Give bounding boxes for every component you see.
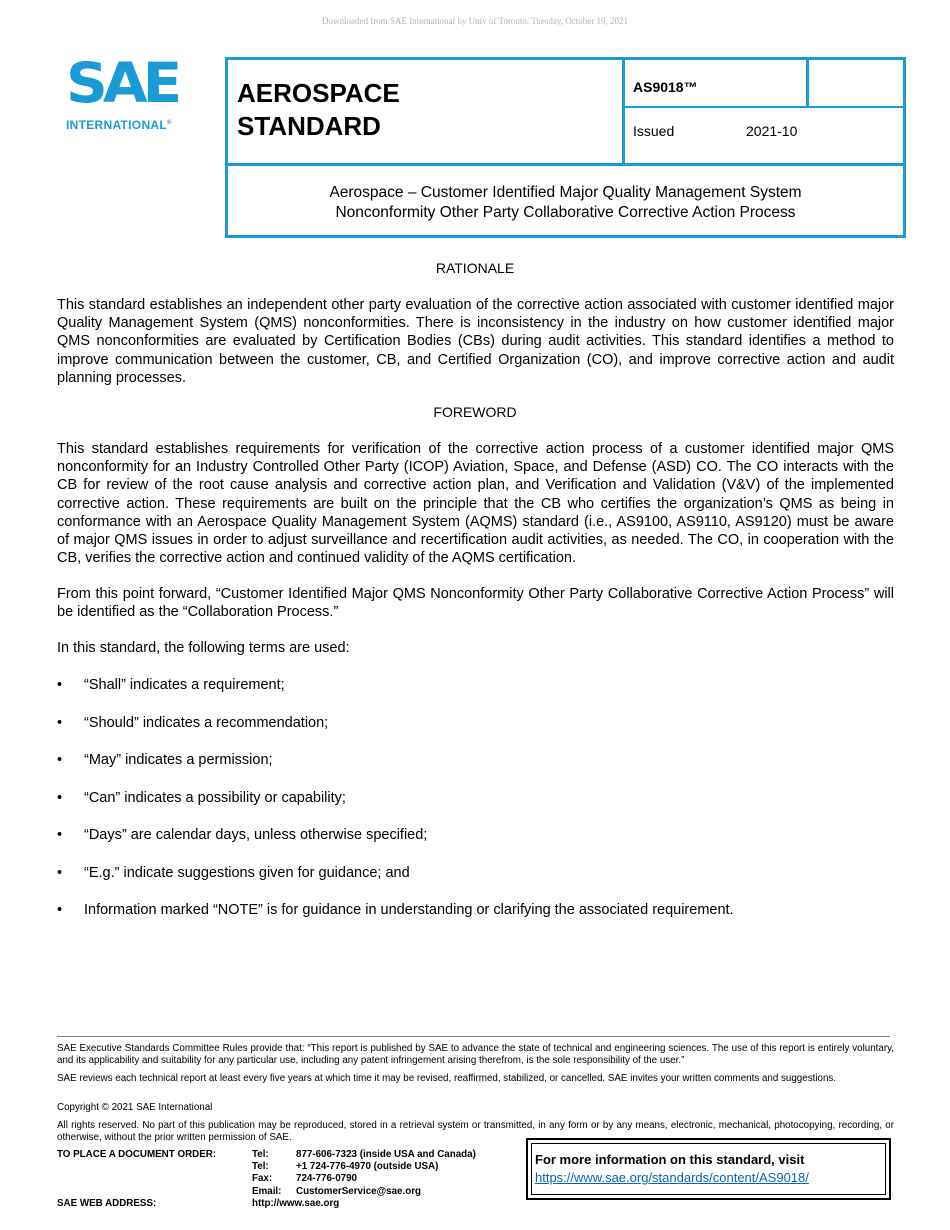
document-number: AS9018™ [633, 79, 698, 95]
document-type-title [237, 77, 400, 143]
document-title [228, 183, 903, 223]
tel-label: Tel: [252, 1161, 269, 1172]
bullet-icon: • [57, 790, 63, 806]
email-label: Email: [252, 1186, 282, 1197]
list-item-text: “Can” indicates a possibility or capability; [84, 790, 346, 806]
bullet-icon: • [57, 752, 63, 768]
foreword-paragraph-1: This standard establishes requirements for verification of the corrective action process of a customer identified major QMS nonconformity for an Industry Controlled Other Party (ICOP) Aviation, Space, and Defense (ASD) CO. The CO interacts with the CB for review of the root cause analysis and corrective action plan, and Verification and Validation (V&V) of the implemented corrective action. These requirements are built on the principle that the CB who certifies the organization’s QMS as being in conformance with an Aerospace Quality Management System (AQMS) standard (i.e., AS9100, AS9110, AS9120) must be aware of major QMS issues in order to adjust surveillance and recertification audit activities, as needed. The CO, in cooperation with the CB, verifies the corrective action and continued validity of the AQMS certification. [57, 441, 894, 567]
rationale-paragraph: This standard establishes an independent other party evaluation of the corrective action associated with customer identified major Quality Management System (QMS) nonconformities. There is inconsistency in the industry on how customer identified major QMS nonconformities are evaluated by Certification Bodies (CBs) during audit activities. This standard identifies a method to improve communication between the customer, CB, and Certified Organization (CO), and improve corrective action and audit planning processes. [57, 297, 894, 386]
rationale-heading: RATIONALE [435, 260, 515, 276]
web-address-label: SAE WEB ADDRESS: [57, 1198, 157, 1209]
sae-logo [58, 50, 198, 134]
email-address: CustomerService@sae.org [296, 1186, 421, 1197]
issued-date: 2021-10 [746, 123, 798, 139]
review-note: SAE reviews each technical report at least every five years at which time it may be revised, reaffirmed, stabilized, or cancelled. SAE invites your written comments and suggestions. [57, 1073, 837, 1084]
tel-outside-usa: +1 724-776-4970 (outside USA) [296, 1161, 439, 1172]
fax-label: Fax: [252, 1173, 273, 1184]
order-label: TO PLACE A DOCUMENT ORDER: [57, 1149, 217, 1160]
list-item-text: “Days” are calendar days, unless otherwise specified; [84, 827, 428, 843]
fax-number: 724-776-0790 [296, 1173, 358, 1184]
bullet-icon: • [57, 865, 63, 881]
logo-registered: ® [167, 120, 172, 126]
tel-label: Tel: [252, 1149, 269, 1160]
logo-mark: SAE [66, 50, 178, 116]
header-divider [622, 57, 625, 166]
logo-subtitle-text: INTERNATIONAL [66, 118, 168, 132]
more-info-box-inner [531, 1143, 886, 1195]
header-divider [622, 106, 906, 108]
more-info-box [526, 1138, 891, 1200]
document-title-line-2: Nonconformity Other Party Collaborative Corrective Action Process [335, 204, 796, 221]
issued-label: Issued [633, 123, 675, 139]
copyright: Copyright © 2021 SAE International [57, 1102, 213, 1113]
foreword-paragraph-2: From this point forward, “Customer Identified Major QMS Nonconformity Other Party Collaborative Corrective Action Process” will be identified as the “Collaboration Process.” [57, 586, 894, 621]
download-notice: Downloaded from SAE International by Univ of Toronto, Tuesday, October 19, 2021 [321, 16, 629, 26]
list-item-text: Information marked “NOTE” is for guidance in understanding or clarifying the associated requirement. [84, 902, 734, 918]
standard-link[interactable]: https://www.sae.org/standards/content/AS9018/ [535, 1170, 809, 1185]
logo-subtitle [66, 118, 172, 132]
title-line-1: AEROSPACE [237, 78, 400, 108]
bullet-icon: • [57, 827, 63, 843]
header-divider [806, 57, 809, 108]
list-item-text: “May” indicates a permission; [84, 752, 273, 768]
title-line-2: STANDARD [237, 111, 381, 141]
more-info-title: For more information on this standard, visit [535, 1152, 805, 1167]
foreword-paragraph-3: In this standard, the following terms are used: [57, 640, 350, 656]
bullet-icon: • [57, 715, 63, 731]
list-item-text: “E.g.” indicate suggestions given for guidance; and [84, 865, 410, 881]
header-divider [225, 163, 906, 166]
web-address: http://www.sae.org [252, 1198, 340, 1209]
footer-divider [57, 1036, 890, 1037]
bullet-icon: • [57, 677, 63, 693]
document-title-line-1: Aerospace – Customer Identified Major Quality Management System [329, 184, 802, 201]
list-item-text: “Should” indicates a recommendation; [84, 715, 329, 731]
rights-note: All rights reserved. No part of this publication may be reproduced, stored in a retrieval system or transmitted, in any form or by any means, electronic, mechanical, photocopying, recording, or otherwise, without the prior written permission of SAE. [57, 1120, 894, 1143]
foreword-heading: FOREWORD [433, 404, 517, 420]
bullet-icon: • [57, 902, 63, 918]
tel-inside-usa: 877-606-7323 (inside USA and Canada) [296, 1149, 476, 1160]
committee-rules-note: SAE Executive Standards Committee Rules provide that: “This report is published by SAE to advance the state of technical and engineering sciences. The use of this report is entirely voluntary, and its applicability and suitability for any particular use, including any patent infringement arising therefrom, is the sole responsibility of the user.” [57, 1043, 894, 1066]
list-item-text: “Shall” indicates a requirement; [84, 677, 285, 693]
